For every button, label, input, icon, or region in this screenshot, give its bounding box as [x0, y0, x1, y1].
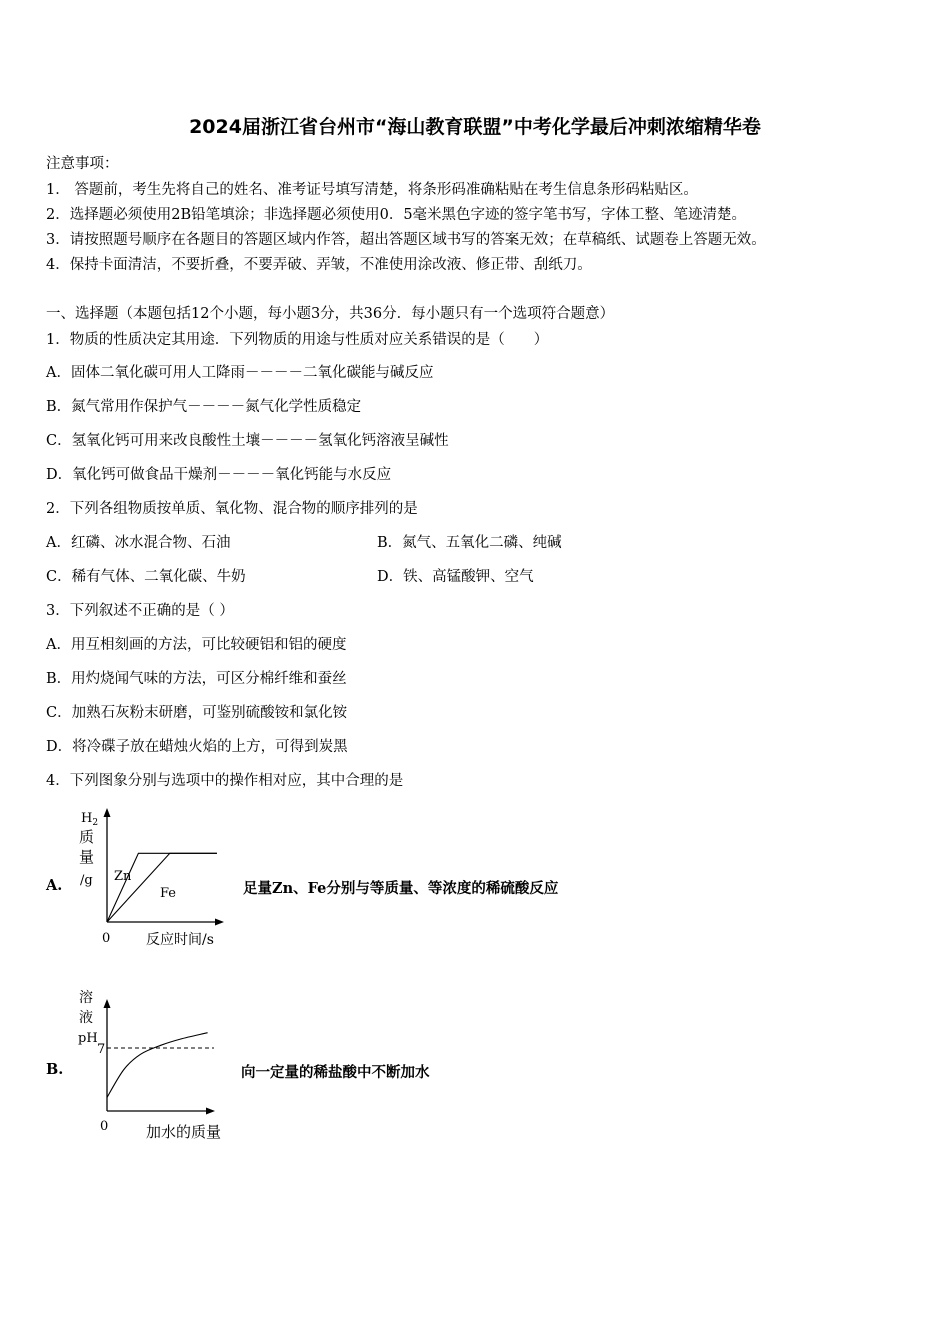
- graph-b: [74, 985, 244, 1145]
- option-a: A．红磷、冰水混合物、石油: [46, 535, 231, 551]
- question-stem: 3．下列叙述不正确的是（ ）: [46, 603, 234, 619]
- notice-item: 3．请按照题号顺序在各题目的答题区域内作答，超出答题区域书写的答案无效；在草稿纸、试题卷上答题无效。: [46, 232, 766, 248]
- question-stem: 4．下列图象分别与选项中的操作相对应，其中合理的是: [46, 773, 404, 789]
- series-label-fe: Fe: [160, 886, 177, 901]
- reference-label: 7: [97, 1042, 106, 1057]
- option-b: B．氮气常用作保护气－－－－氮气化学性质稳定: [46, 399, 362, 415]
- option-a: A．用互相刻画的方法，可比较硬铝和铝的硬度: [46, 637, 347, 653]
- option-b: B．用灼烧闻气味的方法，可区分棉纤维和蚕丝: [46, 671, 347, 687]
- page-title: 2024届浙江省台州市“海山教育联盟”中考化学最后冲刺浓缩精华卷: [189, 116, 761, 138]
- y-label-char: 液: [79, 1010, 93, 1026]
- series-curve-ph: [107, 1033, 208, 1098]
- option-a: A．固体二氧化碳可用人工降雨－－－－二氧化碳能与碱反应: [46, 365, 434, 381]
- y-label-h: $H_2$: [81, 811, 99, 828]
- option-a-letter: A.: [46, 877, 63, 894]
- x-axis-label: 反应时间/s: [146, 932, 214, 948]
- origin-label: 0: [100, 1119, 109, 1134]
- y-label-subscript: 2: [92, 818, 99, 828]
- notice-item: 2．选择题必须使用2B铅笔填涂；非选择题必须使用0．5毫米黑色字迹的签字笔书写，字体工整、笔迹清楚。: [46, 207, 747, 223]
- option-c: C．氢氧化钙可用来改良酸性土壤－－－－氢氧化钙溶液呈碱性: [46, 433, 449, 449]
- option-c: C．稀有气体、二氧化碳、牛奶: [46, 569, 246, 585]
- y-label-unit: /g: [80, 873, 93, 888]
- y-label-ph: pH: [78, 1031, 98, 1046]
- option-d: D．铁、高锰酸钾、空气: [377, 569, 534, 585]
- notice-heading: 注意事项：: [46, 156, 119, 172]
- y-label-char: 溶: [79, 990, 93, 1006]
- option-d: D．将冷碟子放在蜡烛火焰的上方，可得到炭黑: [46, 739, 348, 755]
- question-stem: 2．下列各组物质按单质、氧化物、混合物的顺序排列的是: [46, 501, 418, 517]
- graph-a: [74, 802, 244, 952]
- y-axis-arrow: [104, 808, 111, 817]
- option-c: C．加熟石灰粉末研磨，可鉴别硫酸铵和氯化铵: [46, 705, 348, 721]
- x-axis-arrow: [215, 919, 224, 926]
- option-d: D．氧化钙可做食品干燥剂－－－－氧化钙能与水反应: [46, 467, 392, 483]
- x-axis-label: 加水的质量: [146, 1123, 222, 1141]
- option-a-description: 足量Zn、Fe分别与等质量、等浓度的稀硫酸反应: [243, 880, 559, 897]
- notice-item: 4．保持卡面清洁，不要折叠，不要弄破、弄皱，不准使用涂改液、修正带、刮纸刀。: [46, 257, 592, 273]
- series-label-zn: Zn: [114, 869, 132, 884]
- notice-item: 1． 答题前，考生先将自己的姓名、准考证号填写清楚，将条形码准确粘贴在考生信息条形码粘贴区。: [46, 182, 698, 198]
- option-b: B．氮气、五氧化二磷、纯碱: [377, 535, 562, 551]
- question-stem: 1．物质的性质决定其用途．下列物质的用途与性质对应关系错误的是（ ）: [46, 332, 549, 348]
- option-b-letter: B.: [46, 1061, 64, 1078]
- y-label-char: 量: [79, 848, 95, 866]
- section-heading: 一、选择题（本题包括12个小题，每小题3分，共36分．每小题只有一个选项符合题意）: [46, 306, 615, 322]
- origin-label: 0: [102, 931, 111, 946]
- y-axis-arrow: [104, 999, 111, 1008]
- y-label-char: 质: [79, 828, 95, 846]
- x-axis-arrow: [206, 1108, 215, 1115]
- option-b-description: 向一定量的稀盐酸中不断加水: [241, 1064, 430, 1081]
